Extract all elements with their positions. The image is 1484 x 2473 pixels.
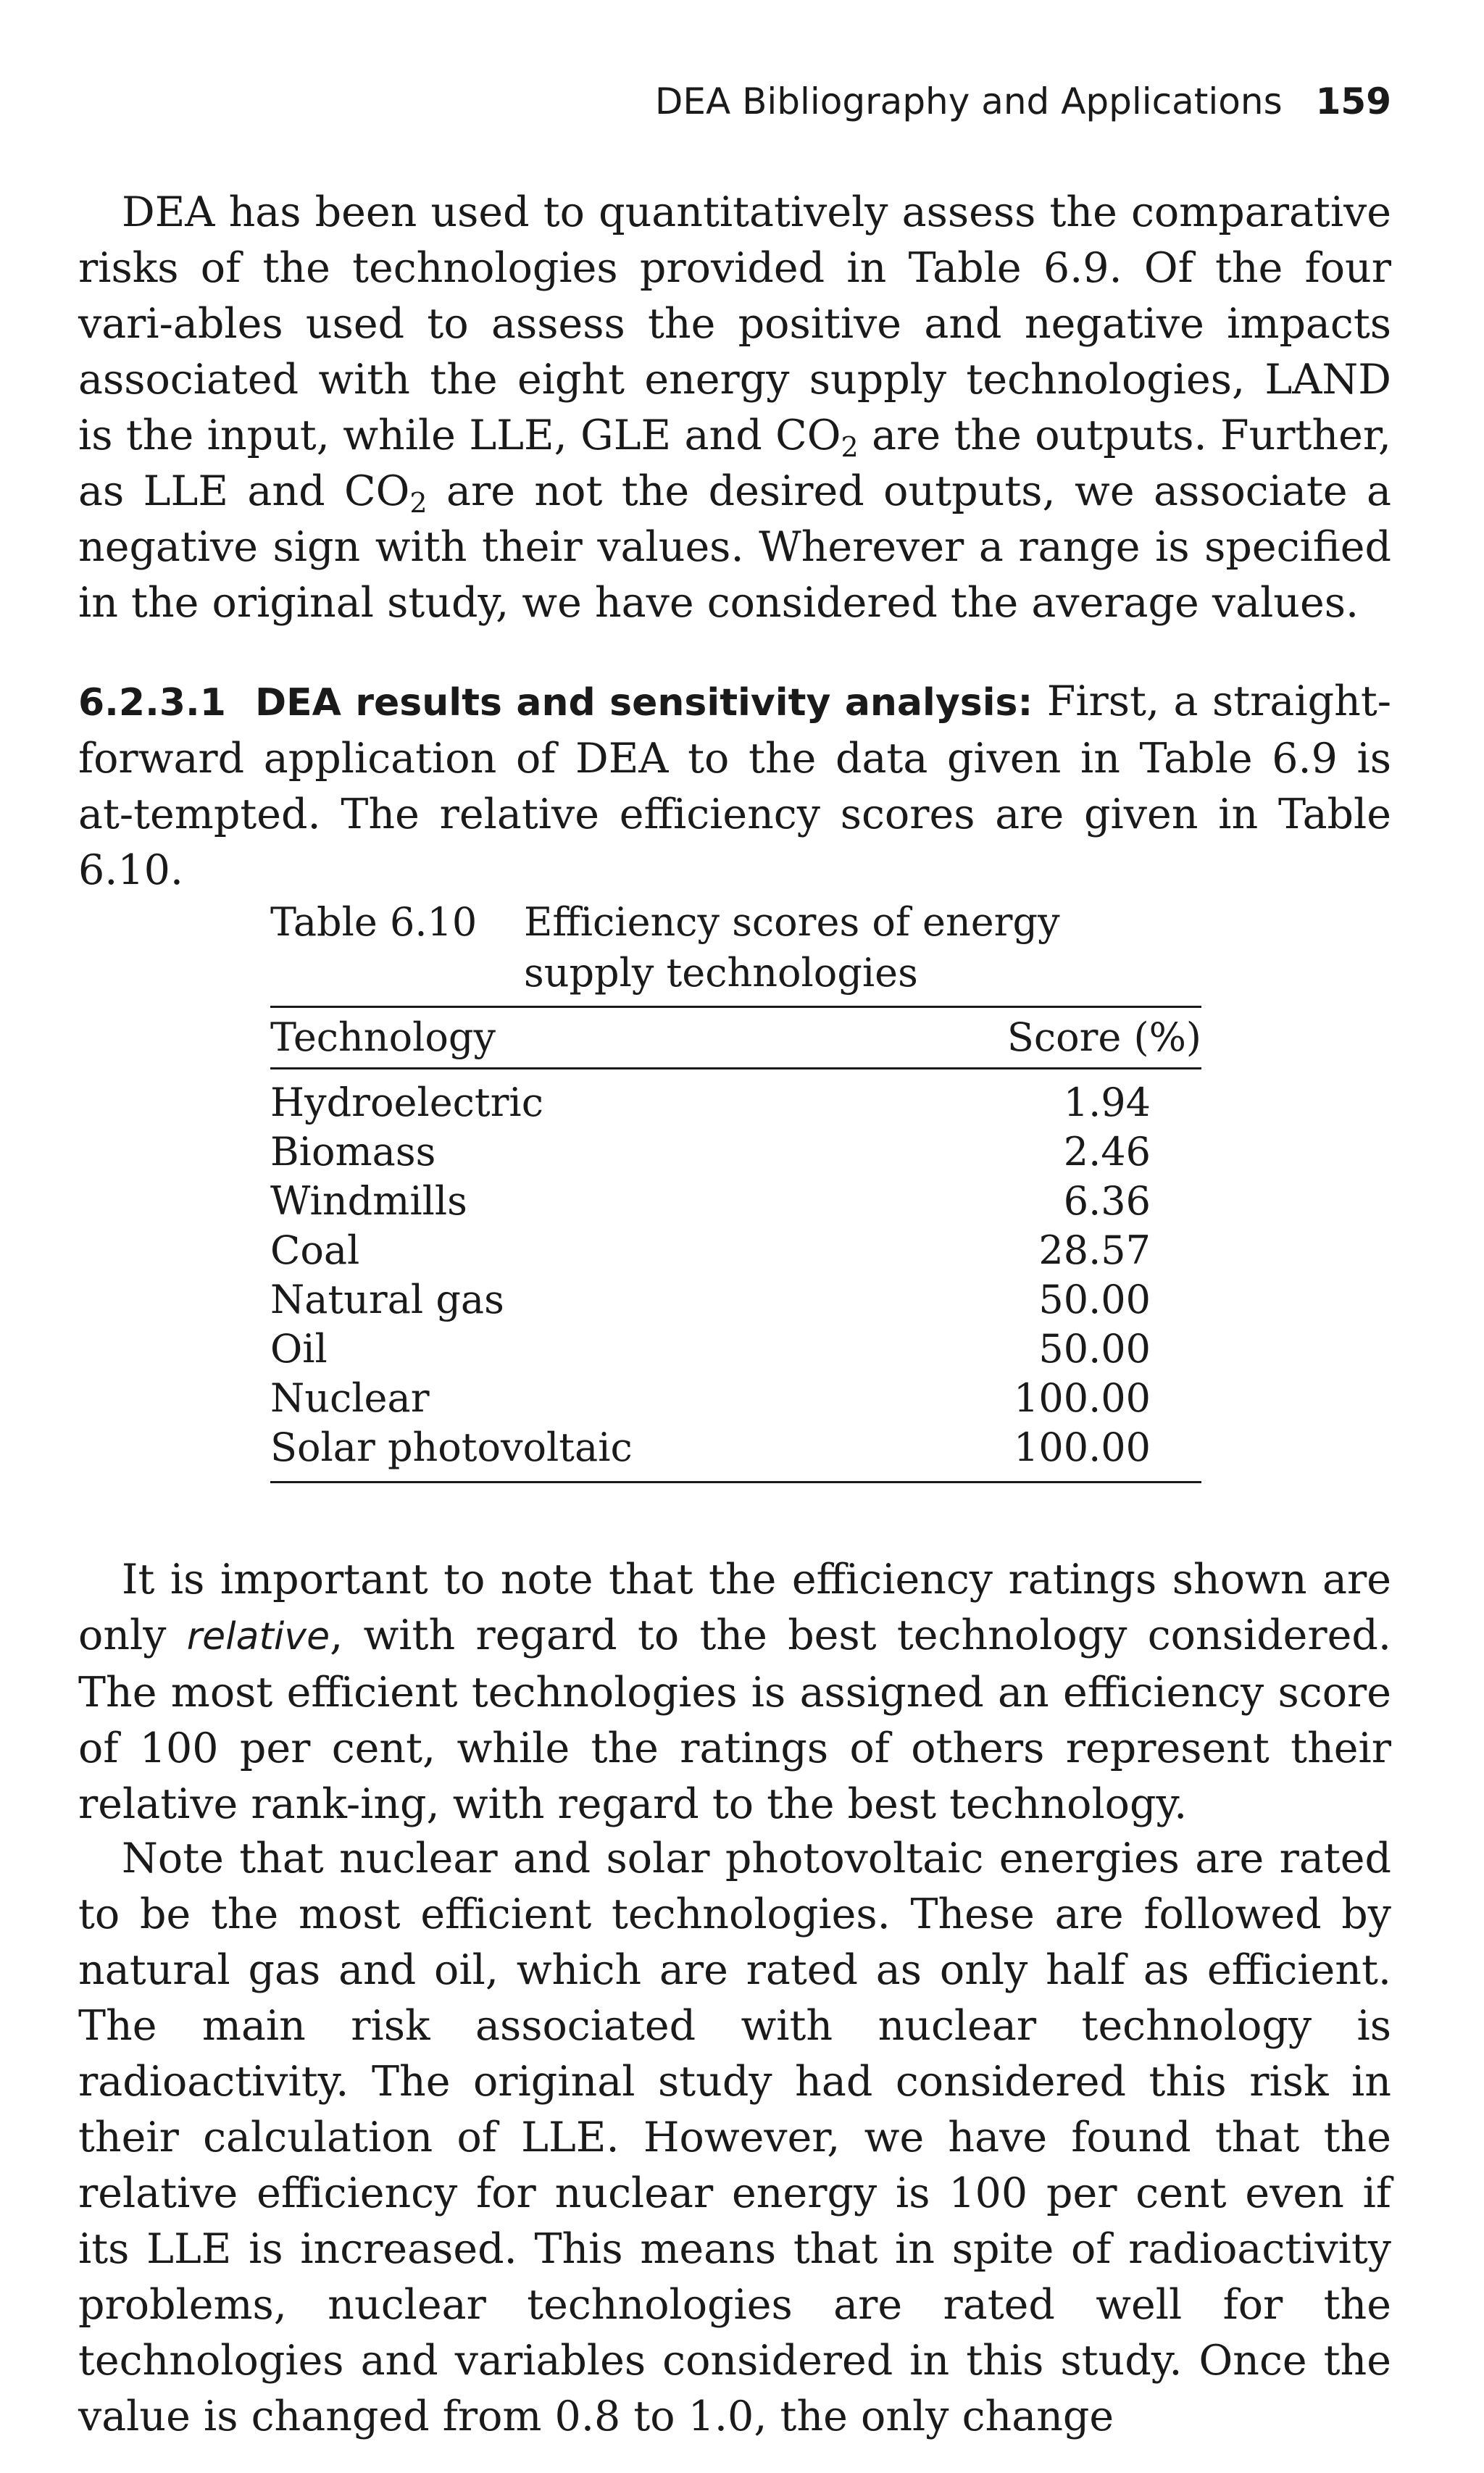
paragraph-1-text-b: are the outputs. Further, as LLE and CO bbox=[78, 412, 1391, 515]
table-row bbox=[270, 1325, 1201, 1374]
section-title: DEA results and sensitivity analysis: bbox=[255, 681, 1033, 725]
paragraph-risk-assessment bbox=[78, 185, 1391, 631]
score-cell: 28.57 bbox=[1038, 1227, 1151, 1273]
technology-cell: Hydroelectric bbox=[270, 1080, 543, 1125]
header-score: Score (%) bbox=[1006, 1014, 1201, 1060]
paragraph-relative-ratings bbox=[78, 1552, 1391, 1832]
table-row bbox=[270, 1177, 1201, 1226]
technology-cell: Coal bbox=[270, 1227, 360, 1273]
technology-cell: Natural gas bbox=[270, 1277, 504, 1322]
table-label: Table 6.10 bbox=[270, 899, 478, 945]
paragraph-1-text-a: DEA has been used to quantitatively assess the comparative risks of the technologies provided in Table 6.9. Of the four vari-ables used to assess the positive and negative impacts associated with the eight energy supply technologies, LAND is the input, while LLE, GLE and CO bbox=[78, 188, 1391, 459]
header-technology: Technology bbox=[270, 1014, 496, 1060]
score-cell: 50.00 bbox=[1038, 1326, 1151, 1372]
table-header-row bbox=[270, 1008, 1201, 1067]
paragraph-nuclear-solar: Note that nuclear and solar photovoltaic energies are rated to be the most efficient technologies. These are followed by natural gas and oil, which are rated as only half as efficient. The main risk associated with nuclear technology is radioactivity. The original study had considered this risk in their calculation of LLE. However, we have found that the relative efficiency for nuclear energy is 100 per cent even if its LLE is increased. This means that in spite of radioactivity problems, nuclear technologies are rated well for the technologies and variables considered in this study. Once the value is changed from 0.8 to 1.0, the only change bbox=[78, 1835, 1391, 2440]
table-caption-text: Efficiency scores of energy supply technologies bbox=[524, 899, 1060, 996]
paragraph-1-text-c: are not the desired outputs, we associate a negative sign with their values. Wherever a range is specified in the original study, we have considered the average values. bbox=[78, 467, 1391, 627]
emphasized-word: relative bbox=[186, 1615, 330, 1659]
technology-cell: Windmills bbox=[270, 1178, 467, 1224]
score-cell: 1.94 bbox=[1063, 1080, 1151, 1125]
section-number: 6.2.3.1 bbox=[78, 681, 226, 725]
score-cell: 100.00 bbox=[1014, 1375, 1151, 1421]
paragraph-3-text-a: It is important to note that the efficiency ratings shown are only bbox=[78, 1556, 1391, 1659]
technology-cell: Solar photovoltaic bbox=[270, 1425, 633, 1470]
paragraph-3-text-b: , with regard to the best technology considered. The most efficient technologies is assigned an efficiency score of 100 per cent, while the ratings of others represent their relative rank-ing, with regard to the best technology. bbox=[78, 1611, 1391, 1828]
table-row bbox=[270, 1127, 1201, 1177]
score-cell: 2.46 bbox=[1063, 1129, 1151, 1175]
page-number: 159 bbox=[1315, 80, 1391, 122]
running-head-title: DEA Bibliography and Applications bbox=[654, 80, 1283, 122]
co2-subscript-1: 2 bbox=[841, 431, 859, 463]
section-text: First, a straight-forward application of DEA to the data given in Table 6.9 is at-tempted. The relative efficiency scores are given in Table 6.10. bbox=[78, 677, 1392, 894]
score-cell: 6.36 bbox=[1063, 1178, 1151, 1224]
running-head bbox=[655, 75, 1391, 128]
table-row bbox=[270, 1078, 1201, 1127]
technology-cell: Oil bbox=[270, 1326, 328, 1372]
table-row bbox=[270, 1423, 1201, 1472]
table-row bbox=[270, 1226, 1201, 1275]
efficiency-table bbox=[270, 897, 1201, 1483]
technology-cell: Nuclear bbox=[270, 1375, 430, 1421]
section-paragraph bbox=[78, 674, 1391, 898]
table-row bbox=[270, 1275, 1201, 1325]
table-bottom-rule bbox=[270, 1481, 1201, 1483]
book-page bbox=[78, 0, 1391, 2473]
table-caption bbox=[270, 897, 1201, 1006]
technology-cell: Biomass bbox=[270, 1129, 436, 1175]
score-cell: 100.00 bbox=[1014, 1425, 1151, 1470]
table-row bbox=[270, 1374, 1201, 1423]
table-body bbox=[270, 1069, 1201, 1481]
co2-subscript-2: 2 bbox=[409, 487, 428, 519]
score-cell: 50.00 bbox=[1038, 1277, 1151, 1322]
